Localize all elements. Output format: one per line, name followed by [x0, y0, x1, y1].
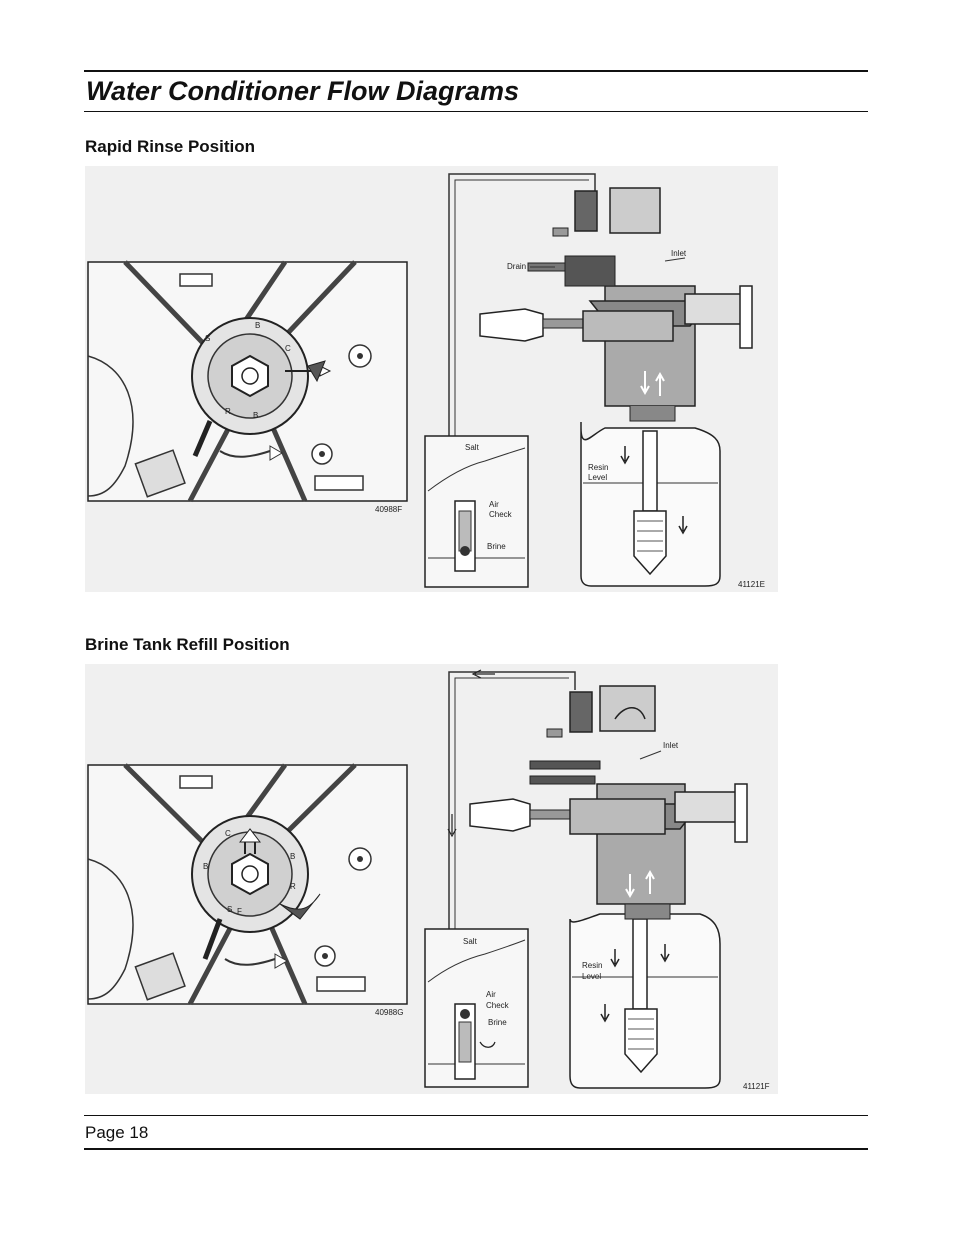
- label-resin-level-2: Level: [588, 473, 608, 482]
- section-heading-brine-refill: Brine Tank Refill Position: [85, 635, 290, 654]
- rapid-rinse-diagram: [85, 166, 778, 592]
- svg-text:B: B: [290, 852, 296, 861]
- svg-text:F: F: [237, 907, 242, 916]
- label-resin-level-1: Resin: [582, 961, 603, 970]
- timer-dial-illustration: [88, 262, 407, 514]
- footer-bottom-rule: [84, 1148, 868, 1150]
- svg-text:R: R: [225, 407, 231, 416]
- label-resin-level-1: Resin: [588, 463, 609, 472]
- label-salt: Salt: [465, 443, 479, 452]
- label-air-check-1: Air: [489, 500, 499, 509]
- label-air-check-2: Check: [489, 510, 512, 519]
- footer-top-rule: [84, 1115, 868, 1116]
- label-air-check-1: Air: [486, 990, 496, 999]
- label-brine: Brine: [487, 542, 506, 551]
- svg-text:C: C: [225, 829, 231, 838]
- figure-rapid-rinse: [85, 166, 778, 592]
- label-resin-level-2: Level: [582, 972, 602, 981]
- label-air-check-2: Check: [486, 1001, 509, 1010]
- svg-text:R: R: [290, 882, 296, 891]
- header-bottom-rule: [84, 111, 868, 112]
- dial-figure-code: 40988G: [375, 1008, 404, 1017]
- label-inlet: Inlet: [671, 249, 687, 258]
- valve-figure-code: 41121E: [738, 580, 765, 589]
- valve-flow-illustration: [425, 670, 770, 1091]
- dial-figure-code: 40988F: [375, 505, 403, 514]
- figure-brine-refill: [85, 664, 778, 1094]
- svg-text:C: C: [285, 344, 291, 353]
- section-heading-rapid-rinse: Rapid Rinse Position: [85, 137, 256, 156]
- label-brine: Brine: [488, 1018, 507, 1027]
- label-inlet: Inlet: [663, 741, 679, 750]
- timer-dial-illustration: [88, 765, 407, 1017]
- svg-text:S: S: [205, 334, 211, 343]
- label-salt: Salt: [463, 937, 477, 946]
- brine-refill-diagram: [85, 664, 778, 1094]
- svg-text:B: B: [203, 862, 209, 871]
- svg-text:B: B: [255, 321, 261, 330]
- valve-figure-code: 41121F: [743, 1082, 770, 1091]
- page-title: Water Conditioner Flow Diagrams: [86, 76, 520, 106]
- svg-text:B: B: [253, 411, 259, 420]
- page-number: Page 18: [85, 1123, 149, 1142]
- header-top-rule: [84, 70, 868, 72]
- label-drain: Drain: [507, 262, 527, 271]
- svg-text:S: S: [227, 905, 233, 914]
- valve-flow-illustration: [425, 174, 765, 589]
